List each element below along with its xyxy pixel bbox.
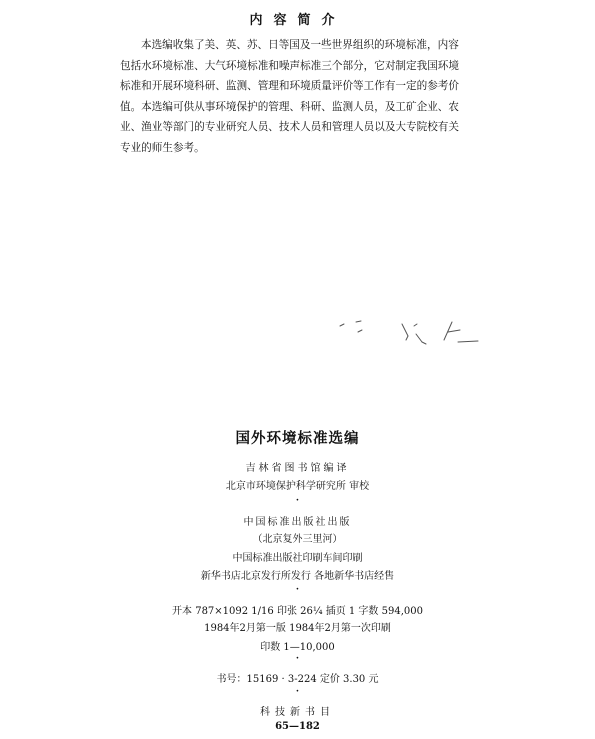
separator-dot: ·: [295, 687, 300, 697]
separator-dot: ·: [295, 654, 300, 664]
summary-line: 包括水环境标准、大气环境标准和噪声标准三个部分，它对制定我国环境: [120, 59, 459, 72]
summary-line: 值。本选编可供从事环境保护的管理、科研、监测人员，及工矿企业、农: [120, 100, 459, 113]
summary-heading: 内容简介: [249, 13, 346, 28]
summary-line: 业、渔业等部门的专业研究人员、技术人员和管理人员以及大专院校有关: [120, 121, 459, 133]
separator-dot: ·: [295, 496, 300, 506]
handwritten-mark: [338, 312, 498, 352]
distributor-line: 新华书店北京发行所发行 各地新华书店经售: [200, 571, 395, 582]
summary-line: 本选编收集了美、英、苏、日等国及一些世界组织的环境标准，内容: [141, 39, 459, 51]
print-run: 印数 1—10,000: [260, 642, 335, 653]
summary-line: 专业的师生参考。: [120, 141, 205, 154]
summary-line: 标准和开展环境科研、监测、管理和环境质量评价等工作有一定的参考价: [120, 80, 459, 92]
publisher-line: 中国标准出版社出版: [243, 517, 352, 528]
printer-line: 中国标准出版社印刷车间印刷: [232, 553, 363, 564]
subject-code: 65—182: [275, 721, 320, 732]
publisher-address: （北京复外三里河）: [252, 534, 343, 545]
book-title: 国外环境标准选编: [235, 430, 360, 447]
reviewer-credit: 北京市环境保护科学研究所 审校: [225, 481, 370, 492]
format-specs: 开本 787×1092 1/16 印张 26¼ 插页 1 字数 594,000: [172, 606, 423, 617]
publisher-mark: 科技新书目: [260, 707, 335, 718]
translator-credit: 吉林省图书馆编译: [245, 463, 350, 474]
summary-body: [120, 35, 500, 158]
separator-dot: ·: [295, 585, 300, 595]
edition-line: 1984年2月第一版 1984年2月第一次印刷: [204, 623, 391, 634]
isbn-price-line: 书号：15169 · 3-224 定价 3.30 元: [216, 674, 379, 685]
